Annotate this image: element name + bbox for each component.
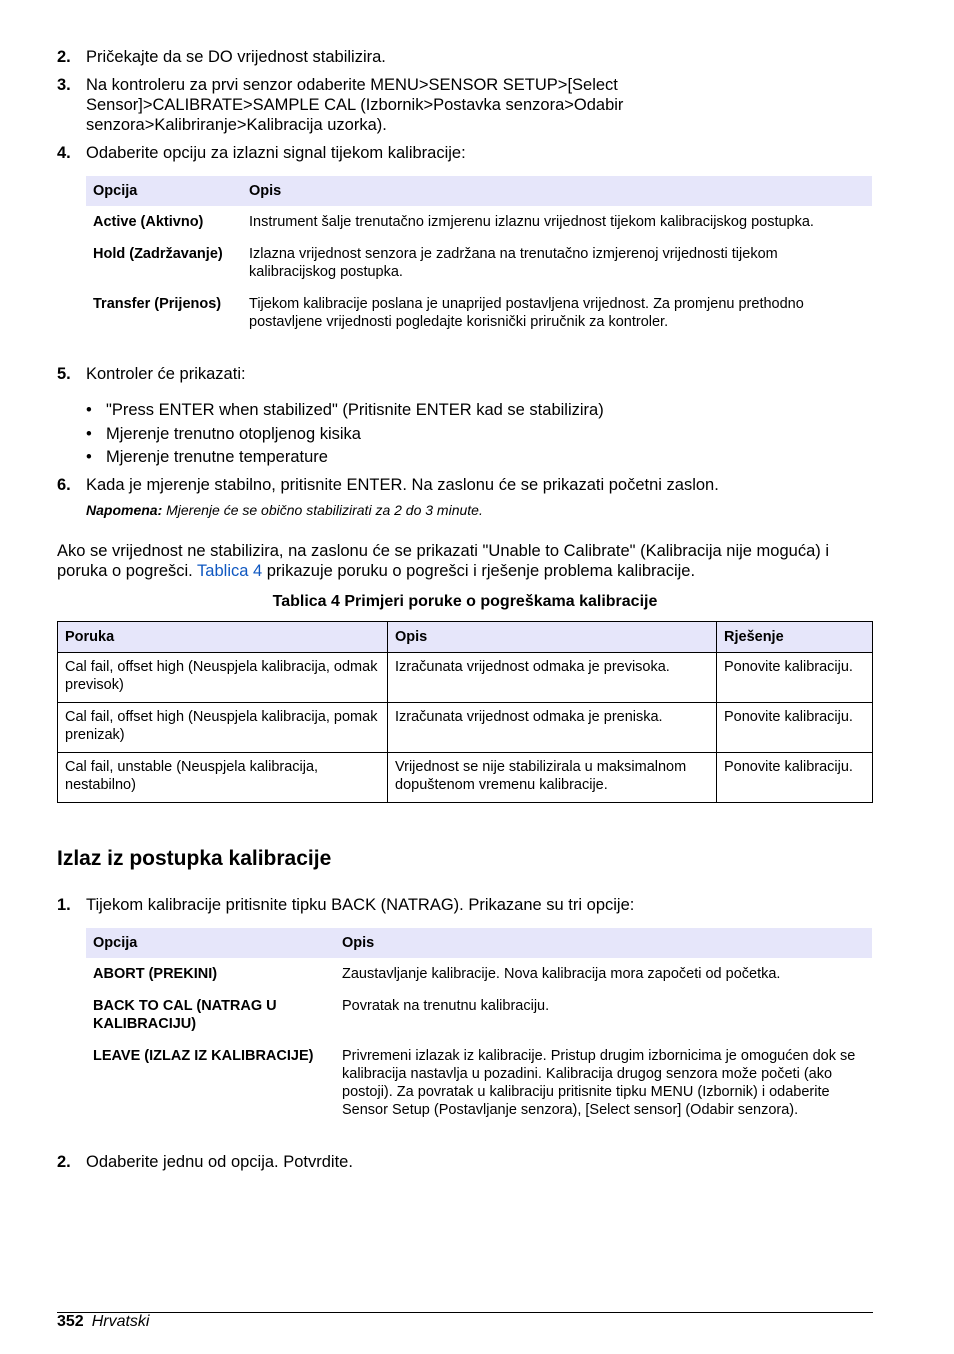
step-number: 6. <box>57 476 71 494</box>
table-header-row <box>58 622 873 653</box>
page-footer <box>57 1313 149 1331</box>
exit-options-table <box>86 928 872 1128</box>
table-row <box>86 992 872 1042</box>
footer-language: Hrvatski <box>91 1313 150 1330</box>
paragraph-text-after: prikazuje poruku o pogrešci i rješenje problema kalibracije. <box>262 562 696 580</box>
error-description: Izračunata vrijednost odmaka je previsoka. <box>388 653 717 703</box>
option-description: Izlazna vrijednost senzora je zadržana na trenutačno izmjerenoj vrijednosti tijekom kalibracijskog postupka. <box>249 246 778 280</box>
step-number: 2. <box>57 1153 71 1171</box>
option-description: Povratak na trenutnu kalibraciju. <box>342 998 550 1014</box>
step-text: Tijekom kalibracije pritisnite tipku BACK (NATRAG). Prikazane su tri opcije: <box>86 896 635 914</box>
bullet-marker: • <box>86 448 92 466</box>
option-name: LEAVE (IZLAZ IZ KALIBRACIJE) <box>93 1048 314 1064</box>
bullet-text: "Press ENTER when stabilized" (Pritisnite ENTER kad se stabilizira) <box>106 401 604 419</box>
error-message: Cal fail, unstable (Neuspjela kalibracija, nestabilno) <box>58 753 388 803</box>
table-row <box>58 703 873 753</box>
table-row <box>86 958 872 992</box>
option-name: Active (Aktivno) <box>93 214 204 230</box>
table-row <box>86 206 872 240</box>
section-heading: Izlaz iz postupka kalibracije <box>57 847 332 870</box>
option-name: ABORT (PREKINI) <box>93 966 218 982</box>
error-description: Izračunata vrijednost odmaka je preniska. <box>388 703 717 753</box>
step-text: Odaberite jednu od opcija. Potvrdite. <box>86 1153 353 1171</box>
step-text: Na kontroleru za prvi senzor odaberite MENU>SENSOR SETUP>[Select Sensor]>CALIBRATE>SAMPLE CAL (Izbornik>Postavka senzora>Odabir senzora>Kalibriranje>Kalibracija uzorka). <box>86 76 624 134</box>
step-number: 1. <box>57 896 71 914</box>
option-description: Zaustavljanje kalibracije. Nova kalibracija mora započeti od početka. <box>342 966 781 982</box>
bullet-marker: • <box>86 401 92 419</box>
error-messages-table <box>57 621 873 803</box>
table-header-row <box>86 928 872 958</box>
step-text: Odaberite opciju za izlazni signal tijekom kalibracije: <box>86 144 466 162</box>
error-message: Cal fail, offset high (Neuspjela kalibracija, odmak previsok) <box>58 653 388 703</box>
option-description: Instrument šalje trenutačno izmjerenu izlaznu vrijednost tijekom kalibracijskog postupka. <box>249 214 814 230</box>
step-text: Pričekajte da se DO vrijednost stabilizira. <box>86 48 386 66</box>
table-row <box>58 653 873 703</box>
page-number: 352 <box>57 1313 84 1330</box>
table-row <box>86 1042 872 1128</box>
error-solution: Ponovite kalibraciju. <box>717 703 873 753</box>
table-header-row <box>86 176 872 206</box>
table-row <box>86 290 872 340</box>
step-number: 5. <box>57 365 71 383</box>
note <box>86 502 483 518</box>
note-text: Mjerenje će se obično stabilizirati za 2 do 3 minute. <box>166 502 483 518</box>
option-description: Tijekom kalibracije poslana je unaprijed postavljena vrijednost. Za promjenu prethodno postavljene vrijednosti pogledajte korisnički priručnik za kontroler. <box>249 296 804 330</box>
column-header: Opis <box>242 176 872 206</box>
paragraph-text-before: Ako se vrijednost ne stabilizira, na zaslonu će se prikazati "Unable to Calibrate" (Kalibracija nije moguća) i poruka o pogrešci. <box>57 542 830 580</box>
error-solution: Ponovite kalibraciju. <box>717 753 873 803</box>
column-header: Opcija <box>86 176 242 206</box>
note-label: Napomena: <box>86 502 163 518</box>
column-header: Rješenje <box>717 622 873 653</box>
error-description: Vrijednost se nije stabilizirala u maksimalnom dopuštenom vremenu kalibracije. <box>388 753 717 803</box>
option-name: Transfer (Prijenos) <box>93 296 222 312</box>
bullet-text: Mjerenje trenutno otopljenog kisika <box>106 425 361 443</box>
step-text: Kada je mjerenje stabilno, pritisnite ENTER. Na zaslonu će se prikazati početni zaslon. <box>86 476 719 494</box>
body-paragraph <box>57 541 857 581</box>
column-header: Opcija <box>86 928 335 958</box>
output-options-table <box>86 176 872 340</box>
column-header: Opis <box>335 928 872 958</box>
error-message: Cal fail, offset high (Neuspjela kalibracija, pomak prenizak) <box>58 703 388 753</box>
step-number: 2. <box>57 48 71 66</box>
step-number: 3. <box>57 76 71 94</box>
option-name: BACK TO CAL (NATRAG U KALIBRACIJU) <box>93 998 277 1032</box>
table-4-link[interactable]: Tablica 4 <box>197 562 263 580</box>
bullet-marker: • <box>86 425 92 443</box>
step-text: Kontroler će prikazati: <box>86 365 246 383</box>
footer-divider <box>57 1312 873 1313</box>
column-header: Opis <box>388 622 717 653</box>
table-row <box>86 240 872 290</box>
step-number: 4. <box>57 144 71 162</box>
column-header: Poruka <box>58 622 388 653</box>
option-name: Hold (Zadržavanje) <box>93 246 223 262</box>
error-solution: Ponovite kalibraciju. <box>717 653 873 703</box>
table-caption: Tablica 4 Primjeri poruke o pogreškama kalibracije <box>272 593 658 610</box>
table-row <box>58 753 873 803</box>
option-description: Privremeni izlazak iz kalibracije. Pristup drugim izbornicima je omogućen dok se kalibracija nastavlja u pozadini. Kalibracija drugog senzora može početi (ako postoji). Za povratak u kalibraciju pritisnite tipku MENU (Izbornik) i odaberite Sensor Setup (Postavljanje senzora), [Select sensor] (Odabir senzora). <box>342 1048 856 1118</box>
bullet-text: Mjerenje trenutne temperature <box>106 448 328 466</box>
